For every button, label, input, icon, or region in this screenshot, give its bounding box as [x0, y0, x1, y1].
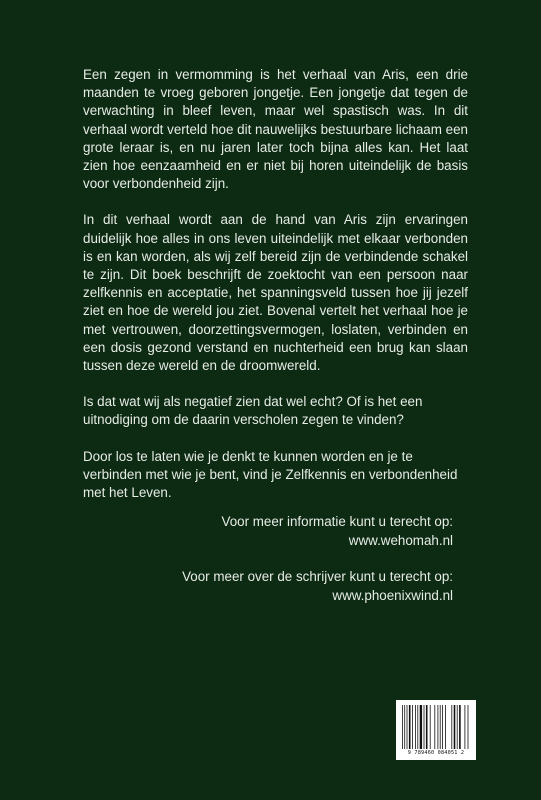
blurb-text	[83, 66, 468, 520]
barcode-bar	[430, 705, 431, 749]
barcode-bar	[415, 705, 416, 749]
barcode-bar	[409, 705, 411, 749]
barcode-bar	[454, 705, 456, 749]
info-section	[93, 513, 453, 623]
blurb-paragraph-1: Een zegen in vermomming is het verhaal van Aris, een drie maanden te vroeg geboren jongetje. Een jongetje dat tegen de verwachting in bleef leven, maar wel spastisch was. In dit verhaal wordt verteld hoe dit nauwelijks bestuurbare lichaam een grote leraar is, en nu jaren later toch bijna alles kan. Het laat zien hoe eenzaamheid en er niet bij horen uiteindelijk de basis voor verbondenheid zijn.	[83, 67, 468, 192]
barcode-digits: 9 789460 084051 2	[407, 750, 465, 756]
barcode-bar	[465, 705, 466, 749]
barcode-bar	[459, 705, 461, 749]
publisher-website-link[interactable]: www.wehomah.nl	[348, 532, 453, 548]
barcode-bar	[404, 705, 405, 749]
barcode-bar	[468, 705, 469, 749]
barcode-bar	[451, 705, 452, 749]
barcode-bar	[402, 705, 403, 749]
blurb-paragraph-4: Door los te laten wie je denkt te kunnen worden en je te verbinden met wie je bent, vind je Zelfkennis en verbondenheid met het Leven.	[83, 448, 458, 501]
blurb-paragraph-3: Is dat wat wij als negatief zien dat wel echt? Of is het een uitnodiging om de daarin verscholen zegen te vinden?	[83, 394, 423, 428]
info-block-publisher	[93, 513, 453, 550]
barcode-bar	[440, 705, 441, 749]
barcode-bars	[401, 705, 471, 749]
author-website-link[interactable]: www.phoenixwind.nl	[332, 587, 453, 603]
barcode-bar	[426, 705, 428, 749]
info-label-publisher: Voor meer informatie kunt u terecht op:	[221, 514, 453, 529]
barcode-bar	[412, 705, 413, 749]
barcode-bar	[407, 705, 408, 749]
info-block-author	[93, 568, 453, 605]
barcode-bar	[457, 705, 458, 749]
barcode-bar	[417, 705, 418, 749]
barcode-bar	[420, 705, 422, 749]
barcode-bar	[438, 705, 439, 749]
info-label-author: Voor meer over de schrijver kunt u terecht op:	[182, 569, 453, 584]
barcode-bar	[424, 705, 425, 749]
barcode-bar	[445, 705, 446, 749]
blurb-paragraph-2: In dit verhaal wordt aan de hand van Aris zijn ervaringen duidelijk hoe alles in ons leven uiteindelijk met elkaar verbonden is en kan worden, als wij zelf bereid zijn de verbindende schakel te zijn. Dit boek beschrijft de zoektocht van een persoon naar zelfkennis en acceptatie, het spanningsveld tussen hoe jij jezelf ziet en hoe de wereld jou ziet. Bovenal vertelt het verhaal hoe je met vertrouwen, doorzettingsvermogen, loslaten, verbinden en een dosis gezond verstand en nuchterheid een brug kan slaan tussen deze wereld en de droomwereld.	[83, 212, 468, 374]
isbn-barcode	[396, 700, 476, 760]
barcode-bar	[434, 705, 435, 749]
barcode-bar	[442, 705, 443, 749]
